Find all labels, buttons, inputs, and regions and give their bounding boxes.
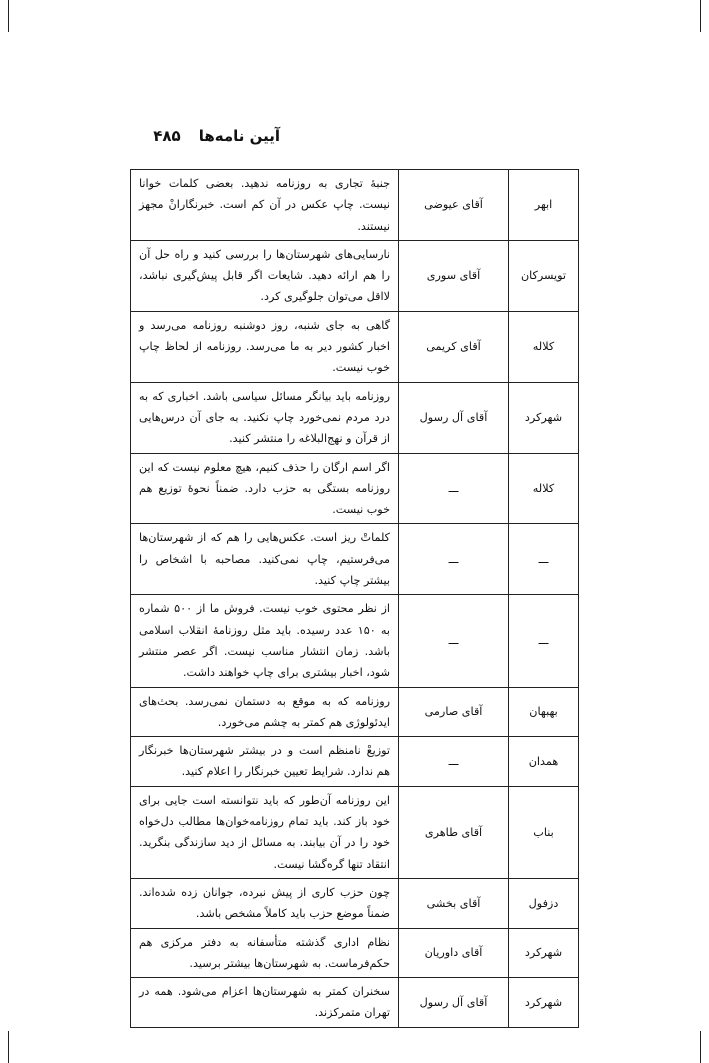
crop-mark-bottom-left	[8, 1031, 9, 1063]
crop-mark-top-right	[700, 0, 701, 32]
person-cell: ـــ	[399, 737, 509, 787]
city-cell: کلاله	[509, 453, 579, 524]
table-row	[131, 382, 579, 453]
comment-cell: چون حزب کاری از پیش نبرده، جوانان زده شده‌اند. ضمناً موضع حزب باید کاملاً مشخص باشد.	[131, 878, 399, 928]
comment-cell: از نظر محتوی خوب نیست. فروش ما از ۵۰۰ شماره به ۱۵۰ عدد رسیده. باید مثل روزنامهٔ انقلاب اسلامی باشد. زمان انتشار مناسب نیست. اگر عصر منتشر شود، اخبار بیشتری برای چاپ خواهند داشت.	[131, 595, 399, 687]
person-cell: ـــ	[399, 453, 509, 524]
comment-cell: روزنامه که به موقع به دستمان نمی‌رسد. بحث‌های ایدئولوژی هم کمتر به چشم می‌خورد.	[131, 687, 399, 737]
table-row	[131, 687, 579, 737]
city-cell: بهبهان	[509, 687, 579, 737]
table-row	[131, 170, 579, 241]
person-cell: ـــ	[399, 595, 509, 687]
person-cell: آقای آل رسول	[399, 978, 509, 1028]
feedback-table-body	[131, 170, 579, 1028]
table-row	[131, 595, 579, 687]
feedback-table	[130, 169, 579, 1028]
person-cell: آقای عیوضی	[399, 170, 509, 241]
person-cell: آقای صارمی	[399, 687, 509, 737]
person-cell: ـــ	[399, 524, 509, 595]
city-cell: شهرکرد	[509, 382, 579, 453]
person-cell: آقای طاهری	[399, 786, 509, 878]
table-row	[131, 878, 579, 928]
table-row	[131, 240, 579, 311]
person-cell: آقای کریمی	[399, 311, 509, 382]
table-row	[131, 928, 579, 978]
running-header	[120, 124, 280, 148]
page-number: ۴۸۵	[153, 127, 181, 145]
crop-mark-top-left	[8, 0, 9, 32]
city-cell: کلاله	[509, 311, 579, 382]
crop-mark-bottom-right	[700, 1031, 701, 1063]
table-row	[131, 786, 579, 878]
city-cell: دزفول	[509, 878, 579, 928]
comment-cell: نارسایی‌های شهرستان‌ها را بررسی کنید و راه حل آن را هم ارائه دهید. شایعات اگر قابل پیش‌گیری نباشد، لااقل می‌توان جلوگیری کرد.	[131, 240, 399, 311]
comment-cell: این روزنامه آن‌طور که باید نتوانسته است جایی برای خود باز کند. باید تمام روزنامه‌خوان‌ها مطالب دل‌خواه خود را در آن بیابند. به مسائل از دید سازندگی بنگرید. انتقاد تنها گره‌گشا نیست.	[131, 786, 399, 878]
comment-cell: جنبهٔ تجاری به روزنامه ندهید. بعضی کلمات خوانا نیست. چاپ عکس در آن کم است. خبرنگارانْ مجهز نیستند.	[131, 170, 399, 241]
city-cell: همدان	[509, 737, 579, 787]
table-row	[131, 311, 579, 382]
person-cell: آقای داوریان	[399, 928, 509, 978]
comment-cell: نظام اداری گذشته متأسفانه به دفتر مرکزی هم حکم‌فرماست. به شهرستان‌ها بیشتر برسید.	[131, 928, 399, 978]
comment-cell: توزیعْ نامنظم است و در بیشتر شهرستان‌ها خبرنگار هم ندارد. شرایط تعیین خبرنگار را اعلام کنید.	[131, 737, 399, 787]
table-row	[131, 737, 579, 787]
comment-cell: سخنران کمتر به شهرستان‌ها اعزام می‌شود. همه در تهران متمرکزند.	[131, 978, 399, 1028]
city-cell: ـــ	[509, 595, 579, 687]
city-cell: شهرکرد	[509, 928, 579, 978]
table-row	[131, 978, 579, 1028]
city-cell: ابهر	[509, 170, 579, 241]
comment-cell: کلماتْ ریز است. عکس‌هایی را هم که از شهرستان‌ها می‌فرستیم، چاپ نمی‌کنید. مصاحبه با اشخاص را بیشتر چاپ کنید.	[131, 524, 399, 595]
city-cell: شهرکرد	[509, 978, 579, 1028]
city-cell: تویسرکان	[509, 240, 579, 311]
city-cell: ـــ	[509, 524, 579, 595]
person-cell: آقای سوری	[399, 240, 509, 311]
page-title: آیین نامه‌ها	[198, 127, 280, 145]
city-cell: بناب	[509, 786, 579, 878]
table-row	[131, 524, 579, 595]
comment-cell: اگر اسم ارگان را حذف کنیم، هیچ معلوم نیست که این روزنامه بستگی به حزب دارد. ضمناً نحوهٔ توزیع هم خوب نیست.	[131, 453, 399, 524]
comment-cell: گاهی به جای شنبه، روز دوشنبه روزنامه می‌رسد و اخبار کشور دیر به ما می‌رسد. روزنامه از لحاظ چاپ خوب نیست.	[131, 311, 399, 382]
table-row	[131, 453, 579, 524]
comment-cell: روزنامه باید بیانگر مسائل سیاسی باشد. اخباری که به درد مردم نمی‌خورد چاپ نکنید. به جای آن درس‌هایی از قرآن و نهج‌البلاغه را منتشر کنید.	[131, 382, 399, 453]
person-cell: آقای آل رسول	[399, 382, 509, 453]
person-cell: آقای بخشی	[399, 878, 509, 928]
